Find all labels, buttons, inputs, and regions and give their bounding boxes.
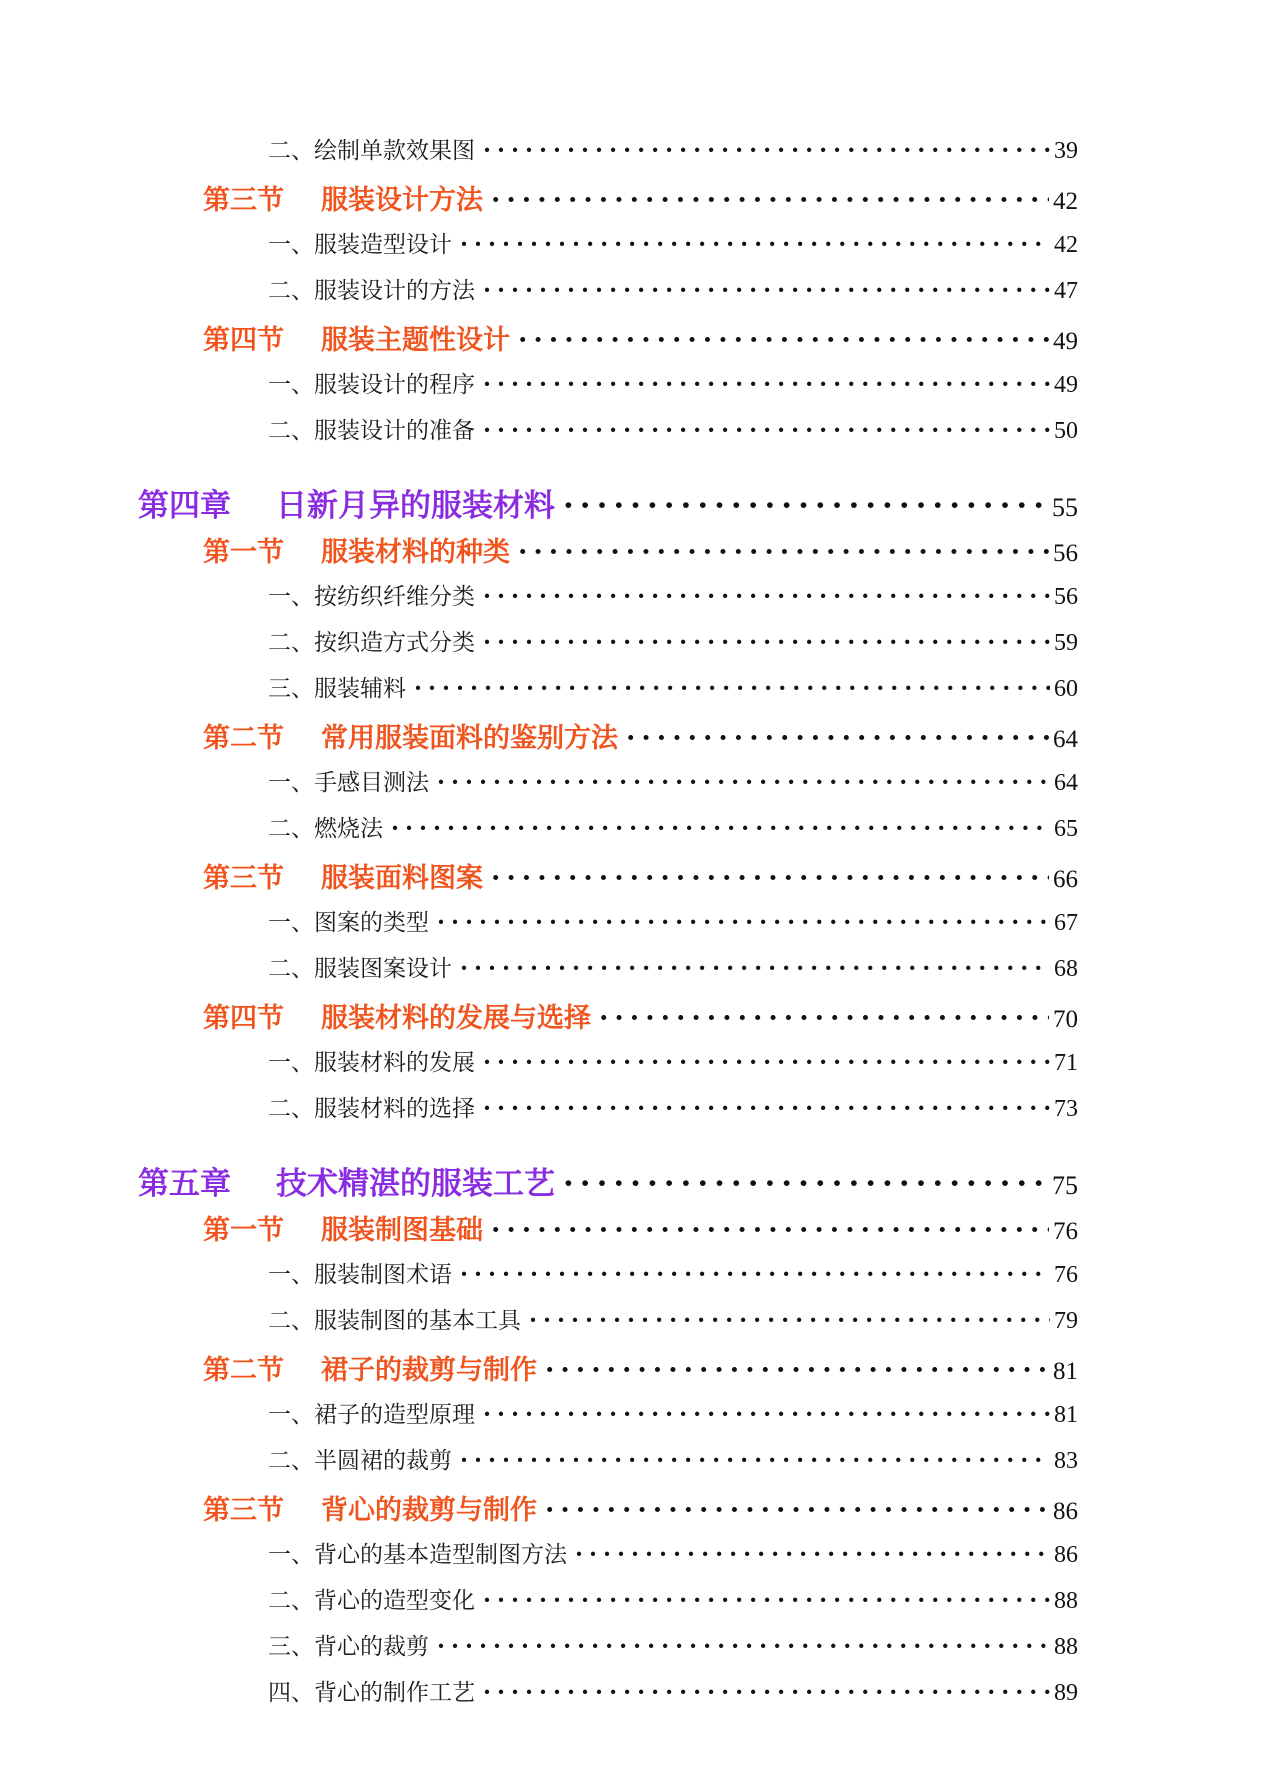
toc-page-number: 42 [1054, 232, 1078, 258]
toc-page-number: 67 [1054, 910, 1078, 936]
toc-page-number: 60 [1054, 676, 1078, 702]
toc-entry-title: 三、服装辅料 [268, 676, 406, 702]
toc-page-number: 66 [1053, 866, 1078, 893]
toc-leader-dots [575, 1541, 1050, 1568]
toc-leader-dots [563, 1166, 1048, 1202]
toc-entry-title: 二、服装材料的选择 [268, 1096, 475, 1122]
section-number: 第一节 [203, 537, 284, 568]
toc-leader-dots [529, 1307, 1050, 1334]
toc-entry-title: 一、服装材料的发展 [268, 1050, 475, 1076]
toc-section-entry[interactable] [203, 530, 1078, 569]
toc-section-entry[interactable] [203, 1348, 1078, 1387]
toc-entry-title: 一、按纺织纤维分类 [268, 584, 475, 610]
toc-entry[interactable] [268, 1628, 1078, 1661]
toc-leader-dots [491, 1215, 1049, 1246]
toc-leader-dots [491, 863, 1049, 894]
toc-page-number: 42 [1053, 188, 1078, 215]
toc-page-number: 70 [1053, 1006, 1078, 1033]
toc-entry-title: 二、服装设计的方法 [268, 278, 475, 304]
toc-leader-dots [437, 769, 1050, 796]
toc-entry-title: 二、燃烧法 [268, 816, 383, 842]
toc-page-number: 79 [1054, 1308, 1078, 1334]
toc-entry-title [203, 996, 591, 1035]
toc-entry[interactable] [268, 1256, 1078, 1289]
toc-entry-title: 二、服装图案设计 [268, 956, 452, 982]
section-number: 第二节 [203, 723, 284, 754]
toc-leader-dots [483, 1095, 1050, 1122]
toc-entry-title [203, 1488, 537, 1527]
toc-section-entry[interactable] [203, 996, 1078, 1035]
toc-page-number: 47 [1054, 278, 1078, 304]
toc-entry-title: 一、裙子的造型原理 [268, 1402, 475, 1428]
section-title: 服装设计方法 [321, 185, 483, 216]
chapter-title: 日新月异的服装材料 [276, 488, 555, 524]
toc-entry-title: 二、按织造方式分类 [268, 630, 475, 656]
toc-entry-title: 一、图案的类型 [268, 910, 429, 936]
toc-page-number: 88 [1054, 1588, 1078, 1614]
section-number: 第三节 [203, 863, 284, 894]
toc-entry-title: 二、服装制图的基本工具 [268, 1308, 521, 1334]
toc-page-number: 83 [1054, 1448, 1078, 1474]
toc-entry-title [203, 318, 510, 357]
toc-entry-title: 三、背心的裁剪 [268, 1634, 429, 1660]
toc-page-number: 86 [1054, 1542, 1078, 1568]
toc-page-number: 71 [1054, 1050, 1078, 1076]
toc-entry[interactable] [268, 578, 1078, 611]
toc-leader-dots [518, 537, 1049, 568]
toc-section-entry[interactable] [203, 716, 1078, 755]
toc-entry-title [138, 1158, 555, 1203]
toc-leader-dots [483, 1679, 1050, 1706]
toc-section-entry[interactable] [203, 856, 1078, 895]
section-number: 第三节 [203, 185, 284, 216]
toc-page-number: 59 [1054, 630, 1078, 656]
toc-page-number: 75 [1052, 1171, 1078, 1200]
section-title: 服装主题性设计 [321, 325, 510, 356]
toc-entry-title: 二、服装设计的准备 [268, 418, 475, 444]
toc-entry[interactable] [268, 1396, 1078, 1429]
toc-entry[interactable] [268, 132, 1078, 165]
toc-page-number: 86 [1053, 1498, 1078, 1525]
toc-leader-dots [483, 629, 1050, 656]
toc-leader-dots [545, 1495, 1049, 1526]
toc-page-number: 81 [1053, 1358, 1078, 1385]
toc-chapter-entry[interactable] [138, 1158, 1078, 1203]
toc-page-number: 49 [1054, 372, 1078, 398]
toc-entry-title: 二、绘制单款效果图 [268, 138, 475, 164]
toc-page-number: 88 [1054, 1634, 1078, 1660]
toc-page-number: 76 [1054, 1262, 1078, 1288]
toc-leader-dots [460, 955, 1050, 982]
toc-entry-title: 一、服装设计的程序 [268, 372, 475, 398]
toc-entry[interactable] [268, 950, 1078, 983]
toc-entry-title: 一、服装制图术语 [268, 1262, 452, 1288]
section-number: 第一节 [203, 1215, 284, 1246]
toc-page-number: 64 [1054, 770, 1078, 796]
toc-page-number: 73 [1054, 1096, 1078, 1122]
toc-entry-title [203, 1348, 537, 1387]
toc-section-entry[interactable] [203, 318, 1078, 357]
toc-leader-dots [483, 583, 1050, 610]
toc-entry[interactable] [268, 226, 1078, 259]
toc-leader-dots [483, 371, 1050, 398]
toc-leader-dots [483, 277, 1050, 304]
toc-leader-dots [626, 723, 1049, 754]
section-title: 裙子的裁剪与制作 [321, 1355, 537, 1386]
toc-entry-title: 一、服装造型设计 [268, 232, 452, 258]
toc-entry-title: 一、背心的基本造型制图方法 [268, 1542, 567, 1568]
section-number: 第二节 [203, 1355, 284, 1386]
section-title: 常用服装面料的鉴别方法 [321, 723, 618, 754]
toc-page-number: 55 [1052, 493, 1078, 522]
toc-leader-dots [437, 1633, 1050, 1660]
toc-entry[interactable] [268, 904, 1078, 937]
toc-section-entry[interactable] [203, 1208, 1078, 1247]
toc-entry[interactable] [268, 624, 1078, 657]
toc-leader-dots [483, 1587, 1050, 1614]
toc-entry[interactable] [268, 1582, 1078, 1615]
toc-page-number: 50 [1054, 418, 1078, 444]
toc-page-number: 56 [1053, 540, 1078, 567]
toc-entry-title: 二、背心的造型变化 [268, 1588, 475, 1614]
section-title: 背心的裁剪与制作 [321, 1495, 537, 1526]
toc-leader-dots [460, 1447, 1050, 1474]
toc-entry[interactable] [268, 1090, 1078, 1123]
section-title: 服装制图基础 [321, 1215, 483, 1246]
toc-leader-dots [437, 909, 1050, 936]
chapter-title: 技术精湛的服装工艺 [276, 1166, 555, 1202]
toc-entry-title [203, 1208, 483, 1247]
toc-section-entry[interactable] [203, 178, 1078, 217]
toc-leader-dots [599, 1003, 1049, 1034]
toc-section-entry[interactable] [203, 1488, 1078, 1527]
toc-entry[interactable] [268, 1044, 1078, 1077]
toc-entry-title: 一、手感目测法 [268, 770, 429, 796]
toc-page-number: 89 [1054, 1680, 1078, 1706]
section-title: 服装材料的发展与选择 [321, 1003, 591, 1034]
toc-entry[interactable] [268, 412, 1078, 445]
section-title: 服装材料的种类 [321, 537, 510, 568]
toc-page-number: 81 [1054, 1402, 1078, 1428]
toc-leader-dots [483, 1401, 1050, 1428]
section-number: 第三节 [203, 1495, 284, 1526]
toc-page-number: 76 [1053, 1218, 1078, 1245]
chapter-number: 第四章 [138, 488, 231, 524]
toc-entry-title [203, 856, 483, 895]
toc-leader-dots [414, 675, 1050, 702]
toc-page-number: 68 [1054, 956, 1078, 982]
toc-entry-title [203, 716, 618, 755]
toc-entry[interactable] [268, 670, 1078, 703]
section-number: 第四节 [203, 1003, 284, 1034]
section-number: 第四节 [203, 325, 284, 356]
toc-page-number: 56 [1054, 584, 1078, 610]
toc-entry[interactable] [268, 810, 1078, 843]
toc-entry[interactable] [268, 1442, 1078, 1475]
toc-entry-title: 四、背心的制作工艺 [268, 1680, 475, 1706]
toc-entry-title [203, 530, 510, 569]
toc-entry[interactable] [268, 1302, 1078, 1335]
toc-leader-dots [483, 1049, 1050, 1076]
toc-page-number: 49 [1053, 328, 1078, 355]
toc-page-number: 64 [1053, 726, 1078, 753]
toc-leader-dots [460, 1261, 1050, 1288]
chapter-number: 第五章 [138, 1166, 231, 1202]
toc-entry[interactable] [268, 366, 1078, 399]
toc-chapter-entry[interactable] [138, 480, 1078, 525]
toc-entry[interactable] [268, 272, 1078, 305]
toc-leader-dots [563, 488, 1048, 524]
toc-entry[interactable] [268, 1536, 1078, 1569]
toc-entry[interactable] [268, 764, 1078, 797]
toc-leader-dots [545, 1355, 1049, 1386]
toc-leader-dots [483, 417, 1050, 444]
toc-entry-title: 二、半圆裙的裁剪 [268, 1448, 452, 1474]
toc-entry[interactable] [268, 1674, 1078, 1707]
toc-leader-dots [483, 137, 1050, 164]
toc-leader-dots [518, 325, 1049, 356]
toc-entry-title [138, 480, 555, 525]
toc-page-number: 39 [1054, 138, 1078, 164]
toc-page-number: 65 [1054, 816, 1078, 842]
toc-leader-dots [491, 185, 1049, 216]
toc-entry-title [203, 178, 483, 217]
toc-leader-dots [391, 815, 1050, 842]
section-title: 服装面料图案 [321, 863, 483, 894]
toc-leader-dots [460, 231, 1050, 258]
